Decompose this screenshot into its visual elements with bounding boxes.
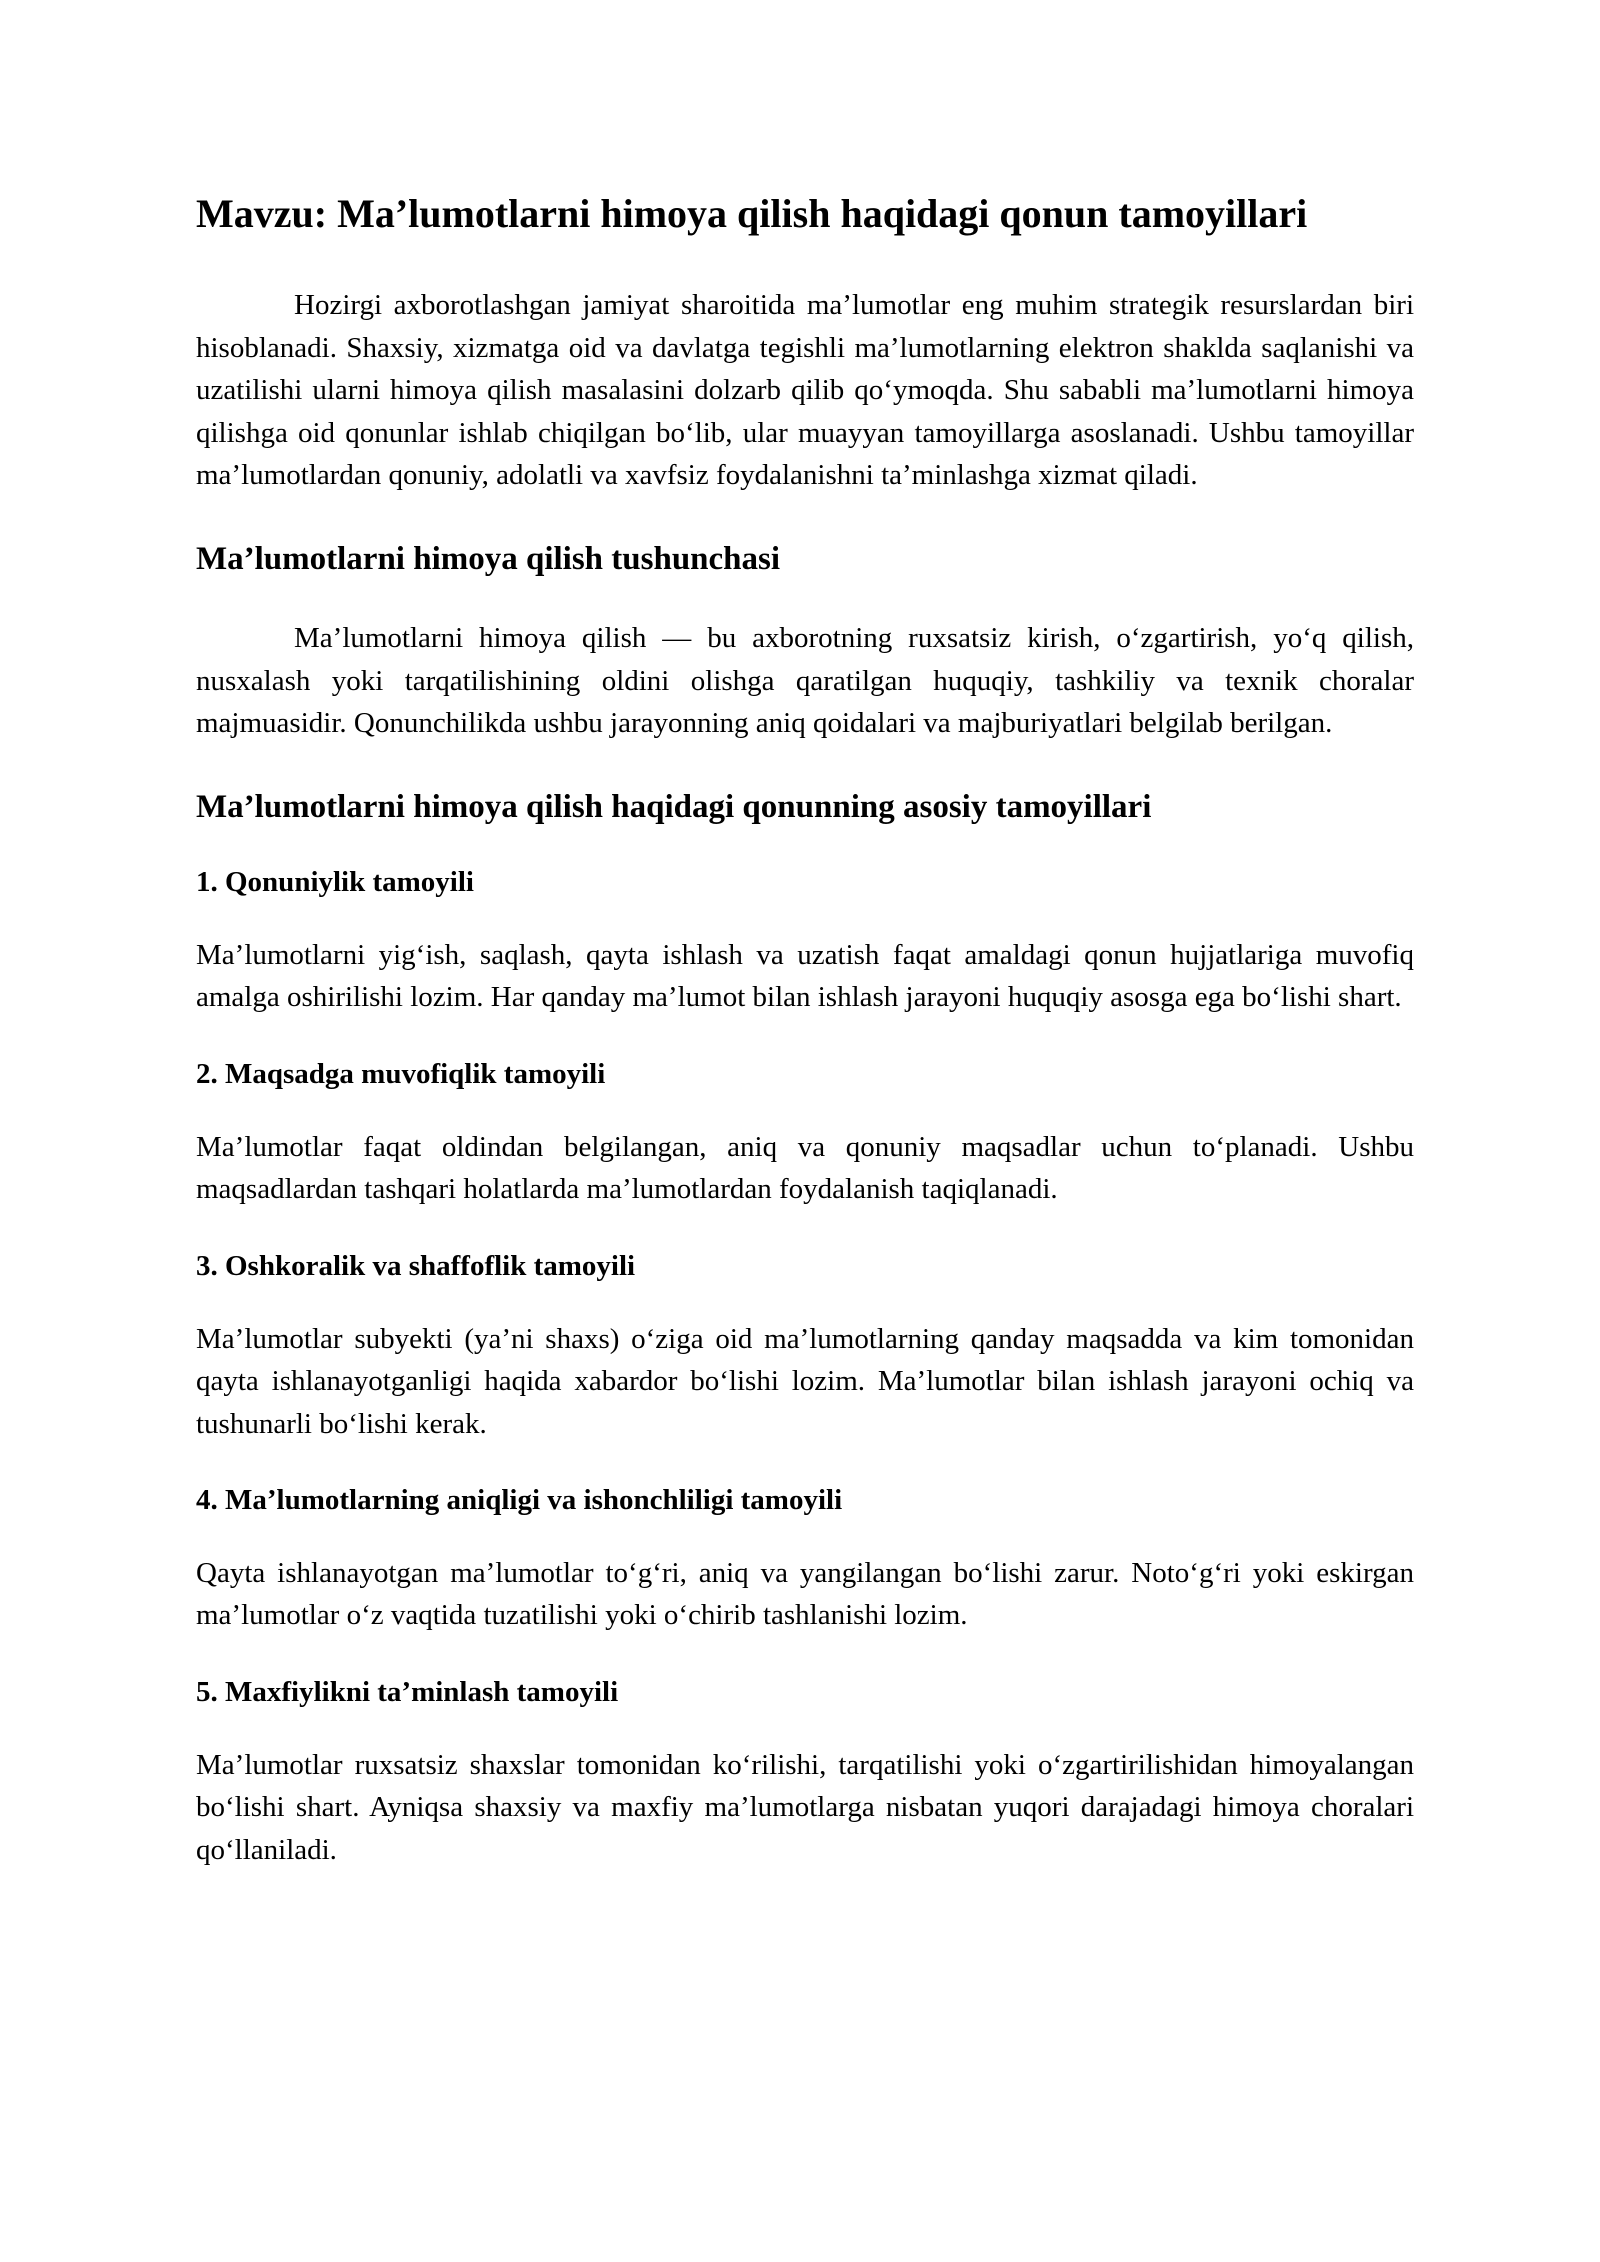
principle-heading: 5. Maxfiylikni ta’minlash tamoyili (196, 1675, 619, 1708)
principle-heading: 3. Oshkoralik va shaffoflik tamoyili (196, 1249, 636, 1282)
principle-heading: 4. Ma’lumotlarning aniqligi va ishonchliligi tamoyili (196, 1484, 843, 1517)
document-title: Mavzu: Ma’lumotlarni himoya qilish haqidagi qonun tamoyillari (196, 191, 1308, 236)
principles-heading: Ma’lumotlarni himoya qilish haqidagi qonunning asosiy tamoyillari (196, 788, 1152, 825)
principle-text: Ma’lumotlar ruxsatsiz shaxslar tomonidan ko‘rilishi, tarqatilishi yoki o‘zgartirilishidan himoyalangan bo‘lishi shart. Ayniqsa shaxsiy va maxfiy ma’lumotlarga nisbatan yuqori darajadagi himoya choralari qo‘llaniladi. (196, 1748, 1414, 1866)
principle-text: Ma’lumotlar subyekti (ya’ni shaxs) o‘ziga oid ma’lumotlarning qanday maqsadda va kim tomonidan qayta ishlanayotganligi haqida xabardor bo‘lishi lozim. Ma’lumotlar bilan ishlash jarayoni ochiq va tushunarli bo‘lishi kerak. (196, 1322, 1414, 1440)
concept-heading: Ma’lumotlarni himoya qilish tushunchasi (196, 540, 781, 577)
principle-2 (196, 1057, 1414, 1211)
principle-heading: 2. Maqsadga muvofiqlik tamoyili (196, 1057, 606, 1090)
principle-heading: 1. Qonuniylik tamoyili (196, 866, 474, 899)
principle-1 (196, 865, 1414, 1019)
intro-paragraph: Hozirgi axborotlashgan jamiyat sharoitida ma’lumotlar eng muhim strategik resurslardan biri hisoblanadi. Shaxsiy, xizmatga oid va davlatga tegishli ma’lumotlarning elektron shaklda saqlanishi va uzatilishi ularni himoya qilish masalasini dolzarb qilib qo‘ymoqda. Shu sababli ma’lumotlarni himoya qilishga oid qonunlar ishlab chiqilgan bo‘lib, ular muayyan tamoyillarga asoslanadi. Ushbu tamoyillar ma’lumotlardan qonuniy, adolatli va xavfsiz foydalanishni ta’minlashga xizmat qiladi. (196, 289, 1414, 491)
principle-3 (196, 1249, 1414, 1445)
principle-text: Ma’lumotlarni yig‘ish, saqlash, qayta ishlash va uzatish faqat amaldagi qonun hujjatlariga muvofiq amalga oshirilishi lozim. Har qanday ma’lumot bilan ishlash jarayoni huquqiy asosga ega bo‘lishi shart. (196, 938, 1414, 1014)
principle-text: Ma’lumotlar faqat oldindan belgilangan, aniq va qonuniy maqsadlar uchun to‘planadi. Ushbu maqsadlardan tashqari holatlarda ma’lumotlardan foydalanish taqiqlanadi. (196, 1130, 1414, 1206)
document-page (196, 190, 1414, 1871)
principle-5 (196, 1675, 1414, 1871)
concept-paragraph: Ma’lumotlarni himoya qilish — bu axborotning ruxsatsiz kirish, o‘zgartirish, yo‘q qilish, nusxalash yoki tarqatilishining oldini olishga qaratilgan huquqiy, tashkiliy va texnik choralar majmuasidir. Qonunchilikda ushbu jarayonning aniq qoidalari va majburiyatlari belgilab berilgan. (196, 622, 1414, 740)
principle-text: Qayta ishlanayotgan ma’lumotlar to‘g‘ri, aniq va yangilangan bo‘lishi zarur. Noto‘g‘ri yoki eskirgan ma’lumotlar o‘z vaqtida tuzatilishi yoki o‘chirib tashlanishi lozim. (196, 1556, 1414, 1632)
principle-4 (196, 1483, 1414, 1637)
